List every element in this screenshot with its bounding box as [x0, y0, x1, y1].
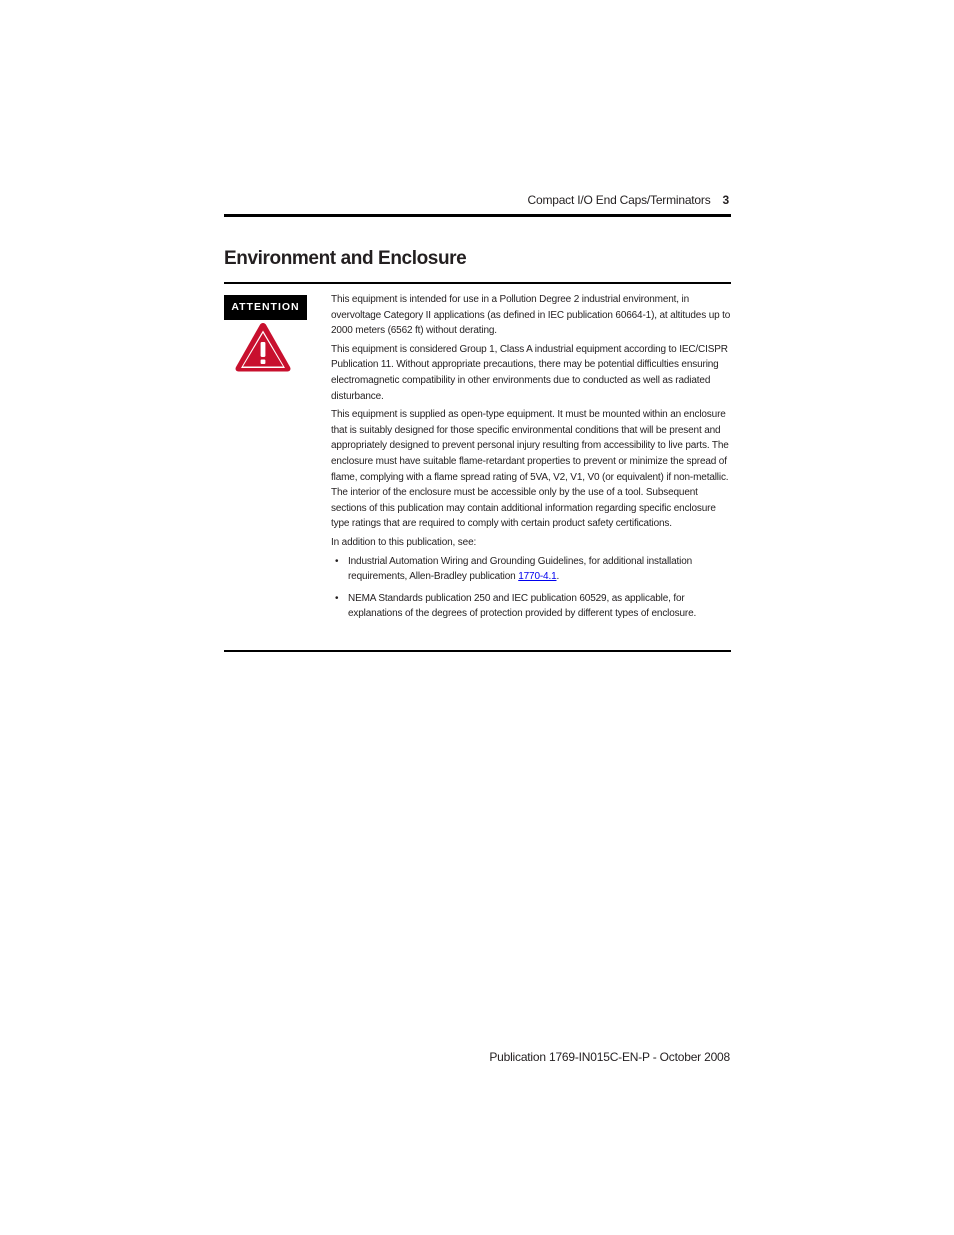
- attention-label: ATTENTION: [224, 295, 307, 320]
- running-header: [224, 191, 731, 209]
- list-item-text: NEMA Standards publication 250 and IEC publication 60529, as applicable, for explanations of the degrees of protection provided by different types of enclosure.: [348, 592, 697, 620]
- bullet-marker: •: [335, 555, 339, 567]
- list-item: [331, 554, 731, 585]
- attention-paragraph: This equipment is intended for use in a Pollution Degree 2 industrial environment, in overvoltage Category II applications (as defined in IEC publication 60664-1), at altitudes up to 2000 meters (6562 ft) without derating.: [331, 294, 731, 337]
- attention-paragraph: This equipment is supplied as open-type equipment. It must be mounted within an enclosure that is suitably designed for those specific environmental conditions that will be present and appropriately designed to prevent personal injury resulting from accessibility to live parts. The enclosure must have suitable flame-retardant properties to prevent or minimize the spread of flame, complying with a flame spread rating of 5VA, V2, V1, V0 (or equivalent) if non-metallic. The interior of the enclosure must be accessible only by the use of a tool. Subsequent sections of this publication may contain additional information regarding specific enclosure type ratings that are required to comply with certain product safety certifications.: [331, 409, 729, 530]
- publication-info: Publication 1769-IN015C-EN-P - October 2008: [489, 1050, 730, 1064]
- list-item-text-end: .: [556, 571, 560, 583]
- reference-list: [331, 554, 731, 622]
- section-end-rule: [224, 650, 731, 652]
- attention-paragraph: In addition to this publication, see:: [331, 536, 477, 548]
- header-rule: [224, 214, 731, 217]
- running-title: Compact I/O End Caps/Terminators: [527, 193, 711, 207]
- section-rule: [224, 282, 731, 284]
- list-item: [331, 591, 731, 622]
- bullet-marker: •: [335, 592, 339, 604]
- warning-triangle-icon: [234, 321, 292, 373]
- page-number: 3: [722, 193, 729, 207]
- footer: [224, 1048, 731, 1066]
- attention-body: [331, 292, 731, 628]
- publication-link[interactable]: 1770-4.1: [518, 571, 557, 583]
- attention-paragraph: This equipment is considered Group 1, Class A industrial equipment according to IEC/CISPR Publication 11. Without appropriate precautions, there may be potential difficulties ensuring electromagnetic compatibility in other environments due to conducted as well as radiated disturbance.: [331, 343, 728, 402]
- section-title: Environment and Enclosure: [224, 248, 467, 269]
- list-item-text: Industrial Automation Wiring and Grounding Guidelines, for additional installation requirements, Allen-Bradley publication: [348, 555, 693, 583]
